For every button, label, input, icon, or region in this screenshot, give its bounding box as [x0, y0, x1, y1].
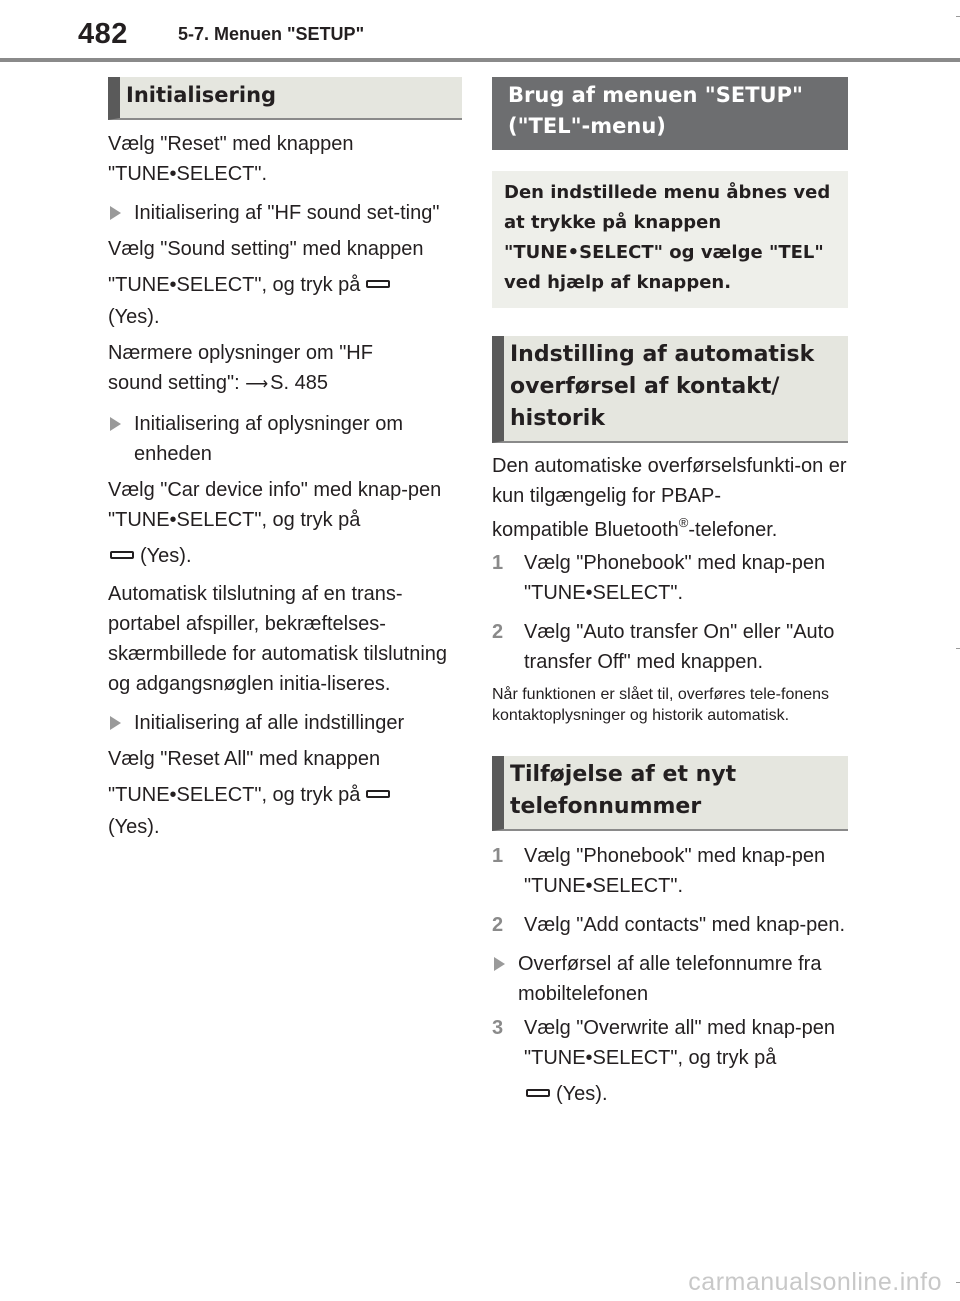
watermark-text: carmanualsonline.info [688, 1268, 942, 1296]
triangle-bullet-icon [110, 417, 121, 431]
section-heading-auto-transfer: Indstilling af automatisk overførsel af kontakt/ historik [492, 336, 848, 443]
bullet-item: Overførsel af alle telefonnumre fra mobiltelefonen [492, 949, 848, 1009]
chapter-title: 5-7. Menuen "SETUP" [178, 24, 365, 44]
triangle-bullet-icon [110, 716, 121, 730]
section-heading-new-number: Tilføjelse af et nyt telefonnummer [492, 756, 848, 831]
button-icon [110, 551, 134, 559]
triangle-bullet-icon [494, 957, 505, 971]
step-item: 2 Vælg "Add contacts" med knap-pen. [492, 914, 846, 936]
crop-mark [956, 16, 960, 17]
left-column [108, 77, 462, 842]
paragraph: Automatisk tilslutning af en trans-portabel afspiller, bekræftelses-skærmbillede for automatisk tilslutning og adgangsnøglen initia-liseres. [108, 583, 448, 695]
crop-mark [956, 1282, 960, 1283]
section-heading-initialisering: Initialisering [108, 77, 462, 120]
triangle-bullet-icon [110, 206, 121, 220]
crop-mark [956, 648, 960, 649]
arrow-reference-icon: ⟶ [245, 376, 269, 393]
step-item: 2 Vælg "Auto transfer On" eller "Auto transfer Off" med knappen. [492, 621, 835, 673]
paragraph: Den automatiske overførselsfunkti-on er kun tilgængelig for PBAP- kompatible Bluetooth®-telefoner. [492, 455, 847, 541]
bullet-item: Initialisering af alle indstillinger [108, 708, 462, 738]
page-number: 482 [78, 18, 128, 50]
right-column [492, 77, 848, 1109]
button-icon [526, 1089, 550, 1097]
small-note: Når funktionen er slået til, overføres tele-fonens kontaktoplysninger og historik automatisk. [492, 686, 830, 724]
button-icon [366, 790, 390, 798]
paragraph: Vælg "Car device info" med knap-pen "TUNE•SELECT", og tryk på (Yes). [108, 479, 442, 567]
info-note-box: Den indstillede menu åbnes ved at trykke på knappen "TUNE•SELECT" og vælge "TEL" ved hjælp af knappen. [492, 171, 848, 308]
paragraph: Nærmere oplysninger om "HF sound setting": ⟶ S. 485 [108, 338, 462, 400]
section-heading-setup-tel: Brug af menuen "SETUP" ("TEL"-menu) [492, 77, 848, 150]
step-item: 1 Vælg "Phonebook" med knap-pen "TUNE•SELECT". [492, 845, 826, 897]
paragraph: Vælg "Sound setting" med knappen "TUNE•SELECT", og tryk på (Yes). [108, 238, 424, 328]
page-reference[interactable]: S. 485 [270, 372, 328, 394]
step-item: 1 Vælg "Phonebook" med knap-pen "TUNE•SELECT". [492, 552, 826, 604]
button-icon [366, 280, 390, 288]
paragraph: Vælg "Reset" med knappen "TUNE•SELECT". [108, 133, 354, 185]
step-item: 3 Vælg "Overwrite all" med knap-pen "TUNE•SELECT", og tryk på (Yes). [492, 1017, 835, 1105]
paragraph: Vælg "Reset All" med knappen "TUNE•SELECT", og tryk på (Yes). [108, 744, 462, 842]
header-rule [0, 58, 960, 62]
page-header [0, 0, 960, 62]
bullet-item: Initialisering af "HF sound set-ting" [108, 198, 462, 228]
bullet-item: Initialisering af oplysninger om enheden [108, 409, 462, 469]
